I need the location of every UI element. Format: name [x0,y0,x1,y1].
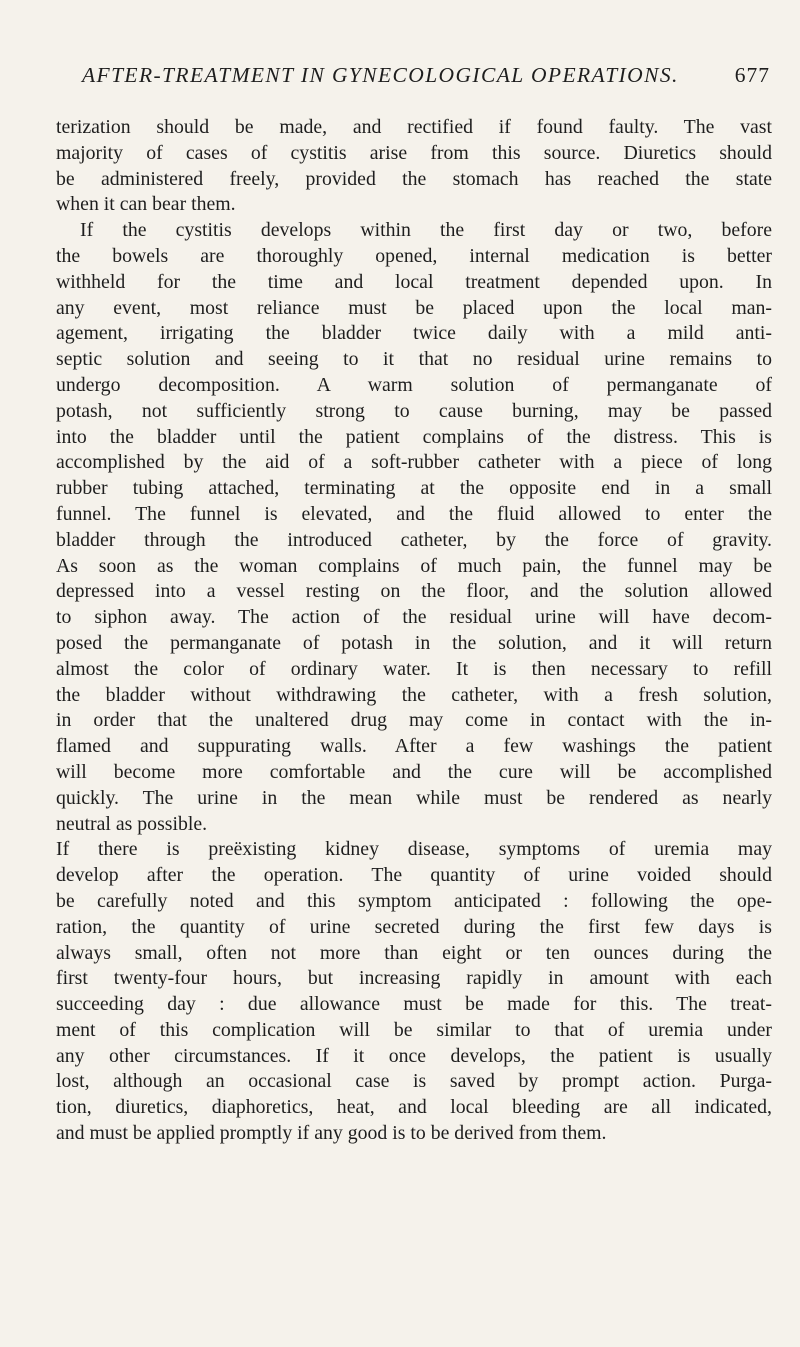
text-line: undergo decomposition. A warm solution of permanganate of [56,373,772,396]
text-line: quickly. The urine in the mean while must be rendered as nearly [56,786,772,809]
text-line: any event, most reliance must be placed upon the local man- [56,296,772,319]
text-line: lost, although an occasional case is saved by prompt action. Purga- [56,1070,772,1093]
text-line: into the bladder until the patient complains of the distress. This is [56,425,772,448]
text-line: be administered freely, provided the stomach has reached the state [56,167,772,190]
running-title: AFTER-TREATMENT IN GYNECOLOGICAL OPERATIONS. [82,63,679,87]
text-line: almost the color of ordinary water. It is then necessary to refill [56,657,772,680]
text-line: any other circumstances. If it once develops, the patient is usually [56,1044,772,1067]
text-line: the bladder without withdrawing the catheter, with a fresh solution, [56,683,772,706]
text-line: majority of cases of cystitis arise from this source. Diuretics should [56,141,772,164]
text-line: tion, diuretics, diaphoretics, heat, and local bleeding are all indicated, [56,1096,772,1119]
text-line: posed the permanganate of potash in the solution, and it will return [56,631,772,654]
text-line: will become more comfortable and the cure will be accomplished [56,760,772,783]
text-line: rubber tubing attached, terminating at the opposite end in a small [56,477,772,500]
text-line: As soon as the woman complains of much pain, the funnel may be [56,554,772,577]
text-line: withheld for the time and local treatment depended upon. In [56,270,772,293]
text-line: potash, not sufficiently strong to cause burning, may be passed [56,399,772,422]
text-line: to siphon away. The action of the residual urine will have decom- [56,606,772,629]
text-line: in order that the unaltered drug may come in contact with the in- [56,709,772,732]
text-line: accomplished by the aid of a soft-rubber catheter with a piece of long [56,451,772,474]
body-text [56,115,772,1147]
running-head [82,63,770,93]
text-line: when it can bear them. [56,193,236,216]
text-line: septic solution and seeing to it that no residual urine remains to [56,348,772,371]
text-line: and must be applied promptly if any good is to be derived from them. [56,1122,607,1145]
text-line: develop after the operation. The quantity of urine voided should [56,864,772,887]
text-line: bladder through the introduced catheter, by the force of gravity. [56,528,772,551]
text-line: be carefully noted and this symptom anticipated : following the ope- [56,889,772,912]
text-line: funnel. The funnel is elevated, and the fluid allowed to enter the [56,502,772,525]
text-line: flamed and suppurating walls. After a few washings the patient [56,735,772,758]
paragraph-local-treatment [56,218,772,837]
paragraph-uremia [56,837,772,1147]
text-line: always small, often not more than eight or ten ounces during the [56,941,772,964]
text-line: terization should be made, and rectified if found faulty. The vast [56,116,772,138]
text-line: ration, the quantity of urine secreted during the first few days is [56,915,772,938]
text-line: If the cystitis develops within the first day or two, before [80,219,772,242]
text-line: succeeding day : due allowance must be made for this. The treat- [56,993,772,1016]
text-line: ment of this complication will be similar to that of uremia under [56,1018,772,1041]
paragraph-cystitis-source [56,115,772,218]
text-line: depressed into a vessel resting on the floor, and the solution allowed [56,580,772,603]
text-line: first twenty-four hours, but increasing rapidly in amount with each [56,967,772,990]
text-line: the bowels are thoroughly opened, internal medication is better [56,244,772,267]
text-line: neutral as possible. [56,812,208,835]
page-number: 677 [734,63,770,87]
text-line: If there is preëxisting kidney disease, symptoms of uremia may [56,838,772,861]
text-line: agement, irrigating the bladder twice daily with a mild anti- [56,322,772,345]
